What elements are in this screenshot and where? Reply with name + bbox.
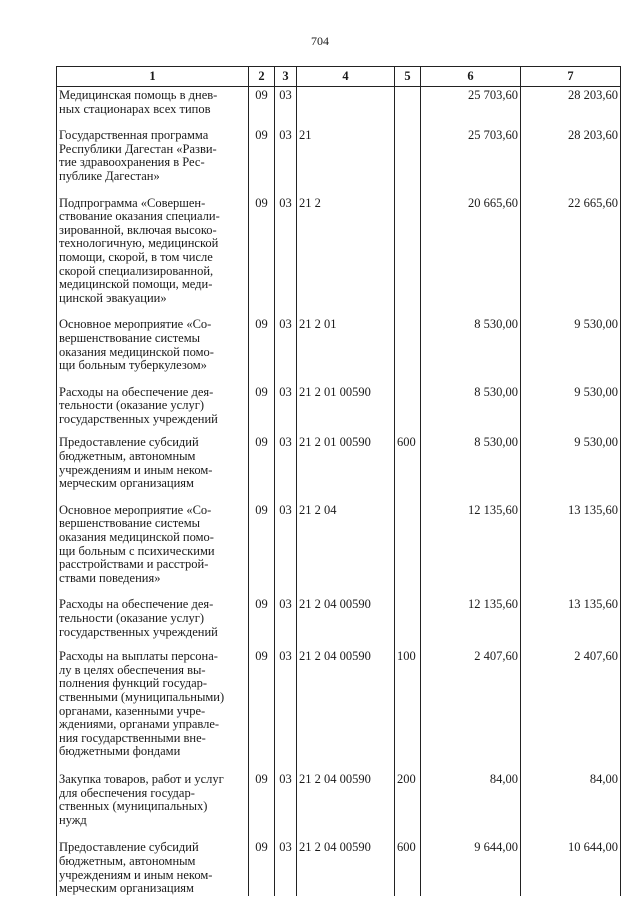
row-name-line: полнения функций государ- <box>59 676 208 691</box>
expense-type-code <box>395 197 421 319</box>
amount-year-1: 2 407,60 <box>421 650 521 773</box>
row-name-line: ствование оказания специали- <box>59 209 220 224</box>
row-name-line: мерческим организациям <box>59 881 194 896</box>
row-name-line: для обеспечения государ- <box>59 785 195 800</box>
column-header: 2 <box>249 67 275 87</box>
column-header: 6 <box>421 67 521 87</box>
column-header: 1 <box>57 67 249 87</box>
column-header: 4 <box>297 67 395 87</box>
row-name-line: мерческим организациям <box>59 476 194 491</box>
amount-year-1: 20 665,60 <box>421 197 521 319</box>
row-name-line: Основное мероприятие «Со- <box>59 502 212 517</box>
row-name-line: ственными (муниципальными) <box>59 689 225 704</box>
page-number: 704 <box>311 34 329 48</box>
expense-type-code <box>395 129 421 196</box>
table-row <box>57 318 621 385</box>
row-name-line: медицинской помощи, меди- <box>59 277 213 292</box>
row-name-line: Предоставление субсидий <box>59 840 199 855</box>
expense-type-code <box>395 87 421 130</box>
row-name-line: учреждениям и иным неком- <box>59 867 213 882</box>
row-name-line: ных стационарах всех типов <box>59 101 211 116</box>
column-header: 5 <box>395 67 421 87</box>
row-name <box>57 598 249 650</box>
row-name <box>57 650 249 773</box>
subsection-code: 03 <box>275 504 297 599</box>
expense-type-code: 100 <box>395 650 421 773</box>
row-name-line: цинской эвакуации» <box>59 290 167 305</box>
section-code: 09 <box>249 436 275 503</box>
amount-year-1: 9 644,00 <box>421 841 521 895</box>
target-article-code: 21 2 04 00590 <box>297 841 395 895</box>
table-row <box>57 504 621 599</box>
amount-year-2: 22 665,60 <box>521 197 621 319</box>
row-name-line: ждениями, органами управле- <box>59 717 220 732</box>
row-name-line: Расходы на обеспечение дея- <box>59 384 214 399</box>
table-body <box>57 87 621 896</box>
row-name-line: Закупка товаров, работ и услуг <box>59 771 224 786</box>
row-name-line: ствами поведения» <box>59 570 161 585</box>
row-name <box>57 318 249 385</box>
expense-type-code <box>395 598 421 650</box>
table-row <box>57 650 621 773</box>
amount-year-2: 28 203,60 <box>521 129 621 196</box>
row-name-line: тие здравоохранения в Рес- <box>59 155 205 170</box>
subsection-code: 03 <box>275 841 297 895</box>
section-code: 09 <box>249 197 275 319</box>
row-name <box>57 386 249 437</box>
expense-type-code: 600 <box>395 436 421 503</box>
row-name-line: оказания медицинской помо- <box>59 344 214 359</box>
subsection-code: 03 <box>275 773 297 841</box>
row-name-line: расстройствами и расстрой- <box>59 557 209 572</box>
amount-year-2: 9 530,00 <box>521 318 621 385</box>
subsection-code: 03 <box>275 386 297 437</box>
subsection-code: 03 <box>275 436 297 503</box>
row-name-line: Республики Дагестан «Разви- <box>59 141 217 156</box>
target-article-code: 21 <box>297 129 395 196</box>
section-code: 09 <box>249 87 275 130</box>
target-article-code: 21 2 01 00590 <box>297 436 395 503</box>
amount-year-1: 84,00 <box>421 773 521 841</box>
row-name-line: скорой специализированной, <box>59 263 214 278</box>
amount-year-2: 13 135,60 <box>521 504 621 599</box>
expense-type-code <box>395 504 421 599</box>
budget-table <box>56 66 621 896</box>
subsection-code: 03 <box>275 650 297 773</box>
target-article-code: 21 2 04 00590 <box>297 773 395 841</box>
row-name-line: ния государственными вне- <box>59 730 206 745</box>
row-name-line: вершенствование системы <box>59 330 201 345</box>
row-name-line: Предоставление субсидий <box>59 435 199 450</box>
row-name-line: Медицинская помощь в днев- <box>59 88 218 102</box>
row-name <box>57 197 249 319</box>
row-name-line: лу в целях обеспечения вы- <box>59 662 206 677</box>
target-article-code: 21 2 04 00590 <box>297 650 395 773</box>
row-name <box>57 436 249 503</box>
row-name-line: Расходы на обеспечение дея- <box>59 597 214 612</box>
row-name-line: бюджетным, автономным <box>59 853 196 868</box>
expense-type-code <box>395 318 421 385</box>
amount-year-1: 25 703,60 <box>421 129 521 196</box>
row-name-line: ственных (муниципальных) <box>59 799 208 814</box>
row-name-line: вершенствование системы <box>59 516 201 531</box>
row-name-line: бюджетными фондами <box>59 744 181 759</box>
section-code: 09 <box>249 841 275 895</box>
target-article-code: 21 2 04 00590 <box>297 598 395 650</box>
row-name <box>57 504 249 599</box>
row-name-line: щи больным с психическими <box>59 543 215 558</box>
row-name-line: Государственная программа <box>59 128 209 143</box>
target-article-code: 21 2 01 <box>297 318 395 385</box>
section-code: 09 <box>249 598 275 650</box>
amount-year-1: 12 135,60 <box>421 504 521 599</box>
amount-year-1: 8 530,00 <box>421 386 521 437</box>
amount-year-2: 9 530,00 <box>521 436 621 503</box>
amount-year-1: 25 703,60 <box>421 87 521 130</box>
amount-year-2: 28 203,60 <box>521 87 621 130</box>
row-name-line: тельности (оказание услуг) <box>59 398 204 413</box>
row-name-line: учреждениям и иным неком- <box>59 462 213 477</box>
target-article-code: 21 2 04 <box>297 504 395 599</box>
table-row <box>57 436 621 503</box>
row-name <box>57 129 249 196</box>
table-row <box>57 197 621 319</box>
amount-year-2: 13 135,60 <box>521 598 621 650</box>
table-row <box>57 773 621 841</box>
amount-year-2: 9 530,00 <box>521 386 621 437</box>
section-code: 09 <box>249 773 275 841</box>
row-name-line: нужд <box>59 812 87 827</box>
row-name-line: органами, казенными учре- <box>59 703 206 718</box>
target-article-code: 21 2 <box>297 197 395 319</box>
subsection-code: 03 <box>275 129 297 196</box>
expense-type-code: 600 <box>395 841 421 895</box>
target-article-code: 21 2 01 00590 <box>297 386 395 437</box>
expense-type-code: 200 <box>395 773 421 841</box>
row-name-line: технологичную, медицинской <box>59 236 219 251</box>
row-name-line: щи больным туберкулезом» <box>59 358 207 373</box>
row-name <box>57 841 249 895</box>
section-code: 09 <box>249 318 275 385</box>
column-header: 3 <box>275 67 297 87</box>
expense-type-code <box>395 386 421 437</box>
subsection-code: 03 <box>275 197 297 319</box>
row-name-line: помощи, скорой, в том числе <box>59 249 213 264</box>
row-name-line: бюджетным, автономным <box>59 449 196 464</box>
subsection-code: 03 <box>275 598 297 650</box>
amount-year-1: 12 135,60 <box>421 598 521 650</box>
row-name-line: зированной, включая высоко- <box>59 222 217 237</box>
table-header-row <box>57 67 621 87</box>
row-name <box>57 87 249 130</box>
table-row <box>57 841 621 895</box>
subsection-code: 03 <box>275 318 297 385</box>
row-name-line: публике Дагестан» <box>59 168 160 183</box>
row-name-line: государственных учреждений <box>59 624 218 639</box>
section-code: 09 <box>249 650 275 773</box>
amount-year-1: 8 530,00 <box>421 436 521 503</box>
table-row <box>57 87 621 130</box>
section-code: 09 <box>249 386 275 437</box>
row-name <box>57 773 249 841</box>
row-name-line: государственных учреждений <box>59 411 218 426</box>
table-row <box>57 386 621 437</box>
section-code: 09 <box>249 129 275 196</box>
amount-year-1: 8 530,00 <box>421 318 521 385</box>
row-name-line: оказания медицинской помо- <box>59 530 214 545</box>
column-header: 7 <box>521 67 621 87</box>
row-name-line: Основное мероприятие «Со- <box>59 317 212 332</box>
subsection-code: 03 <box>275 87 297 130</box>
amount-year-2: 10 644,00 <box>521 841 621 895</box>
table-row <box>57 598 621 650</box>
row-name-line: Подпрограмма «Совершен- <box>59 195 206 210</box>
row-name-line: тельности (оказание услуг) <box>59 611 204 625</box>
target-article-code <box>297 87 395 130</box>
section-code: 09 <box>249 504 275 599</box>
table-row <box>57 129 621 196</box>
row-name-line: Расходы на выплаты персона- <box>59 649 218 664</box>
amount-year-2: 84,00 <box>521 773 621 841</box>
amount-year-2: 2 407,60 <box>521 650 621 773</box>
